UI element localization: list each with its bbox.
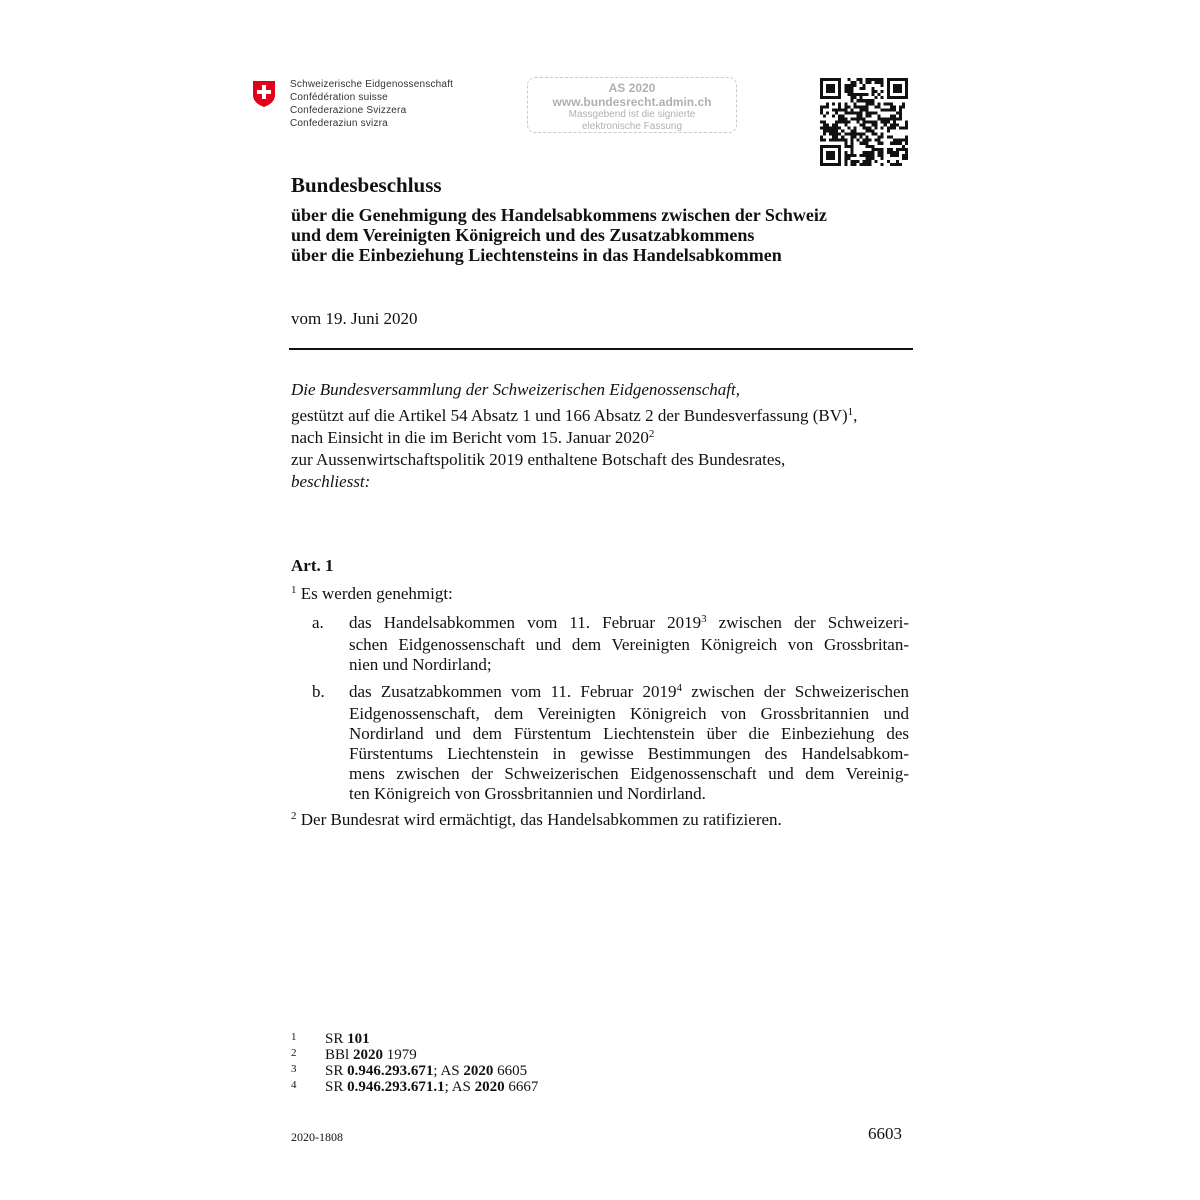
footnote-number: 4 <box>291 1079 297 1091</box>
preamble-line: nach Einsicht in die im Bericht vom 15. Januar 2020 <box>291 428 649 447</box>
item-text: ten Königreich von Grossbritannien und Nordirland. <box>349 784 706 803</box>
item-text: nien und Nordirland; <box>349 655 492 674</box>
paragraph-number: 1 <box>291 584 297 596</box>
title-divider <box>289 348 913 350</box>
footnote-text: 6605 <box>493 1063 528 1079</box>
org-line-de: Schweizerische Eidgenossenschaft <box>290 79 454 90</box>
document-subtitle <box>291 205 827 265</box>
preamble-closing: beschliesst: <box>291 472 371 491</box>
official-publication-stamp <box>527 77 737 133</box>
preamble-intro: Die Bundesversammlung der Schweizerischen Eidgenossenschaft, <box>291 380 740 399</box>
preamble-body <box>291 406 857 470</box>
article-paragraph-2 <box>291 810 782 832</box>
footnote-text: 1979 <box>382 1047 417 1063</box>
item-text: zwischen der Schweizerischen <box>682 682 909 701</box>
footnote-ref-bold: 2020 <box>352 1047 383 1063</box>
footnote-text: SR <box>325 1063 348 1079</box>
item-text: schen Eidgenossenschaft und dem Vereinigten Königreich von Grossbritan- <box>349 635 909 654</box>
org-line-it: Confederazione Svizzera <box>290 105 407 116</box>
footnote-ref-bold: 2020 <box>463 1063 494 1079</box>
swiss-cross-icon <box>252 80 276 108</box>
document-number: 2020-1808 <box>291 1130 343 1144</box>
qr-code-icon <box>820 78 908 166</box>
list-item-a <box>349 613 909 675</box>
issuing-authority <box>290 78 453 130</box>
footnote-ref-bold: 0.946.293.671 <box>347 1063 434 1079</box>
decree-date: vom 19. Juni 2020 <box>291 309 418 328</box>
footnote-ref[interactable]: 3 <box>701 613 707 625</box>
footnote-ref-bold: 101 <box>347 1031 370 1047</box>
subtitle-line: über die Einbeziehung Liechtensteins in das Handelsabkommen <box>291 245 782 265</box>
item-text: mens zwischen der Schweizerischen Eidgenossenschaft und dem Vereinig- <box>349 764 909 783</box>
paragraph-text: Es werden genehmigt: <box>296 584 453 603</box>
footnote-ref-bold: 2020 <box>474 1079 505 1095</box>
paragraph-number: 2 <box>291 810 297 822</box>
stamp-note-line1: Massgebend ist die signierte <box>568 109 696 120</box>
item-text: zwischen der Schweizeri- <box>706 613 909 632</box>
footnote-number: 2 <box>291 1047 297 1059</box>
org-line-rm: Confederaziun svizra <box>290 118 388 129</box>
subtitle-line: und dem Vereinigten Königreich und des Zusatzabkommens <box>291 225 755 245</box>
subtitle-line: über die Genehmigung des Handelsabkommens zwischen der Schweiz <box>291 205 827 225</box>
paragraph-text: Der Bundesrat wird ermächtigt, das Handelsabkommen zu ratifizieren. <box>296 810 782 829</box>
article-heading: Art. 1 <box>291 556 334 575</box>
footnote-number: 1 <box>291 1031 297 1043</box>
footnote-ref[interactable]: 2 <box>648 428 655 440</box>
footnote-text: ; AS <box>433 1063 464 1079</box>
stamp-note-line2: elektronische Fassung <box>581 121 683 132</box>
footnote-text: 6667 <box>504 1079 539 1095</box>
footnote-ref-bold: 0.946.293.671.1 <box>347 1079 445 1095</box>
item-text: Eidgenossenschaft, dem Vereinigten Königreich von Grossbritannien und <box>349 704 909 723</box>
footnote-text: ; AS <box>444 1079 475 1095</box>
list-item-letter: a. <box>312 613 324 632</box>
page-number: 6603 <box>868 1124 902 1143</box>
org-line-fr: Confédération suisse <box>290 92 388 103</box>
item-text: Fürstentums Liechtenstein in gewisse Bestimmungen des Handelsabkom- <box>349 744 909 763</box>
item-text: Nordirland und dem Fürstentum Liechtenstein über die Einbeziehung des <box>349 724 909 743</box>
footnote-text: SR <box>325 1031 348 1047</box>
stamp-series: AS 2020 <box>608 81 656 95</box>
item-text: das Zusatzabkommen vom 11. Februar 2019 <box>349 682 677 701</box>
preamble-punct: , <box>853 406 858 425</box>
preamble-line: gestützt auf die Artikel 54 Absatz 1 und 166 Absatz 2 der Bundesverfassung (BV) <box>291 406 848 425</box>
footnote <box>291 1063 527 1079</box>
list-item-b <box>349 682 909 804</box>
preamble-line: zur Aussenwirtschaftspolitik 2019 enthaltene Botschaft des Bundesrates, <box>291 450 786 469</box>
footnote-text: BBl <box>325 1047 353 1063</box>
footnote-ref[interactable]: 1 <box>847 406 854 418</box>
list-item-letter: b. <box>312 682 325 701</box>
item-text: das Handelsabkommen vom 11. Februar 2019 <box>349 613 702 632</box>
document-title: Bundesbeschluss <box>291 173 442 197</box>
footnote <box>291 1079 538 1095</box>
article-paragraph-1 <box>291 584 453 606</box>
footnote-ref[interactable]: 4 <box>676 682 683 694</box>
footnote-number: 3 <box>291 1063 297 1075</box>
stamp-url[interactable]: www.bundesrecht.admin.ch <box>552 95 712 109</box>
footnote-text: SR <box>325 1079 348 1095</box>
